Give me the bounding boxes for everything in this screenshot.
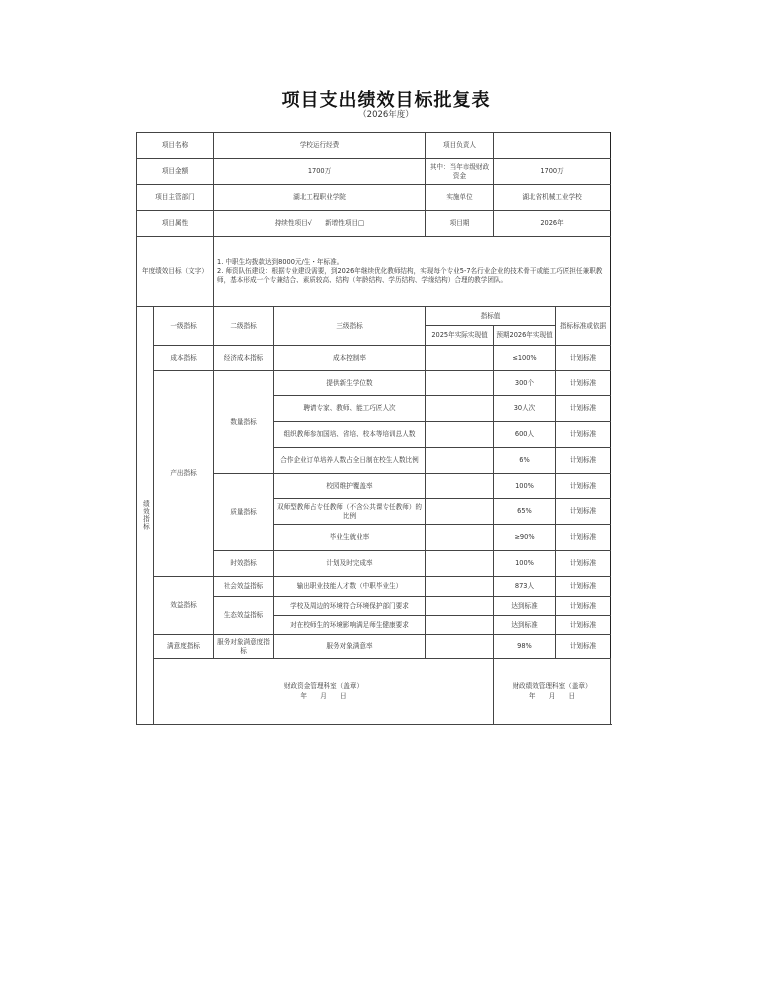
city-funds-value: 1700万 — [494, 159, 611, 185]
indicator-l3: 学校及周边的环境符合环境保护部门要求 — [274, 597, 426, 616]
indicator-l3: 合作企业订单培养人数占全日制在校生人数比例 — [274, 448, 426, 474]
project-leader-value — [494, 133, 611, 159]
project-amount-label: 项目金额 — [137, 159, 214, 185]
indicator-l3: 双师型教师占专任教师（不含公共课专任教师）的比例 — [274, 499, 426, 525]
indicator-l2: 社会效益指标 — [214, 577, 274, 597]
indicator-basis: 计划标准 — [556, 635, 611, 659]
indicator-expected: 98% — [494, 635, 556, 659]
indicator-expected: ≥90% — [494, 525, 556, 551]
indicator-expected: 100% — [494, 551, 556, 577]
project-leader-label: 项目负责人 — [426, 133, 494, 159]
indicator-l3: 聘请专家、教师、能工巧匠人次 — [274, 396, 426, 422]
indicator-expected: 达到标准 — [494, 616, 556, 635]
annual-goal-line: 1. 中职生均拨款达到8000元/生・年标准。 — [217, 258, 344, 267]
indicator-l2: 质量指标 — [214, 474, 274, 551]
project-name-value: 学校运行经费 — [214, 133, 426, 159]
dept-value: 湖北工程职业学院 — [214, 185, 426, 211]
indicator-actual — [426, 499, 494, 525]
indicator-l3: 计划及时完成率 — [274, 551, 426, 577]
indicator-actual — [426, 635, 494, 659]
project-period-value: 2026年 — [494, 211, 611, 237]
indicator-expected: 6% — [494, 448, 556, 474]
indicator-basis: 计划标准 — [556, 577, 611, 597]
impl-unit-value: 湖北省机械工业学校 — [494, 185, 611, 211]
indicator-basis: 计划标准 — [556, 346, 611, 371]
indicator-l2: 数量指标 — [214, 371, 274, 474]
header-expected-2026: 预期2026年实现值 — [494, 326, 556, 346]
indicator-l3: 组织教师参加国培、省培、校本等培训总人数 — [274, 422, 426, 448]
indicator-expected: 65% — [494, 499, 556, 525]
annual-goal-line: 2. 师资队伍建设：根据专业建设需要，到2026年继续优化教师结构，实现每个专业5-7名行业企业的技术骨干或能工巧匠担任兼职教师，基本形成一个专兼结合、素质较高、结构（年龄结构、学历结构、学缘结构）合理的教学团队。 — [217, 267, 603, 284]
indicator-l3: 服务对象满意率 — [274, 635, 426, 659]
indicator-l1: 满意度指标 — [154, 635, 214, 659]
indicator-actual — [426, 577, 494, 597]
indicator-actual — [426, 474, 494, 499]
indicator-basis: 计划标准 — [556, 597, 611, 616]
indicator-basis: 计划标准 — [556, 551, 611, 577]
indicator-l1: 产出指标 — [154, 371, 214, 577]
indicator-l2: 服务对象满意度指标 — [214, 635, 274, 659]
annual-goal-label: 年度绩效目标（文字） — [137, 237, 214, 307]
indicator-actual — [426, 371, 494, 396]
indicator-l1: 成本指标 — [154, 346, 214, 371]
indicator-actual — [426, 396, 494, 422]
indicator-l3: 毕业生就业率 — [274, 525, 426, 551]
indicator-expected: 600人 — [494, 422, 556, 448]
indicator-l2: 时效指标 — [214, 551, 274, 577]
document-title: 项目支出绩效目标批复表 — [281, 90, 491, 111]
project-name-label: 项目名称 — [137, 133, 214, 159]
indicator-actual — [426, 525, 494, 551]
indicator-l1: 效益指标 — [154, 577, 214, 635]
finance-performance-signature — [494, 659, 611, 725]
indicator-actual — [426, 551, 494, 577]
indicator-l3: 输出职业技能人才数（中职毕业生） — [274, 577, 426, 597]
indicator-basis: 计划标准 — [556, 448, 611, 474]
project-period-label: 项目期 — [426, 211, 494, 237]
project-attr-label: 项目属性 — [137, 211, 214, 237]
indicator-basis: 计划标准 — [556, 616, 611, 635]
city-funds-label: 其中：当年市级财政资金 — [426, 159, 494, 185]
indicator-expected: 达到标准 — [494, 597, 556, 616]
indicator-actual — [426, 422, 494, 448]
finance-performance-date: 年 月 日 — [528, 691, 576, 700]
indicators-section-label: 绩效指标 — [137, 307, 154, 725]
indicator-basis: 计划标准 — [556, 422, 611, 448]
indicator-basis: 计划标准 — [556, 525, 611, 551]
indicator-basis: 计划标准 — [556, 371, 611, 396]
header-level2: 二级指标 — [214, 307, 274, 346]
indicator-actual — [426, 346, 494, 371]
finance-performance-stamp-label: 财政绩效管理科室（盖章） — [512, 681, 592, 690]
indicator-l3: 对在校师生的环境影响满足师生健康要求 — [274, 616, 426, 635]
finance-funds-signature — [154, 659, 494, 725]
indicator-actual — [426, 616, 494, 635]
indicator-basis: 计划标准 — [556, 396, 611, 422]
indicator-actual — [426, 597, 494, 616]
annual-goal-text — [214, 237, 611, 307]
indicator-basis: 计划标准 — [556, 499, 611, 525]
indicator-basis: 计划标准 — [556, 474, 611, 499]
header-level1: 一级指标 — [154, 307, 214, 346]
indicator-actual — [426, 448, 494, 474]
indicator-l3: 校园维护覆盖率 — [274, 474, 426, 499]
indicator-expected: 100% — [494, 474, 556, 499]
indicator-expected: ≤100% — [494, 346, 556, 371]
project-amount-value: 1700万 — [214, 159, 426, 185]
indicator-l3: 成本控制率 — [274, 346, 426, 371]
header-actual-2025: 2025年实际实现值 — [426, 326, 494, 346]
finance-funds-date: 年 月 日 — [300, 691, 347, 700]
header-level3: 三级指标 — [274, 307, 426, 346]
indicator-l2: 生态效益指标 — [214, 597, 274, 635]
indicator-expected: 873人 — [494, 577, 556, 597]
indicator-expected: 300个 — [494, 371, 556, 396]
indicator-l3: 提供新生学位数 — [274, 371, 426, 396]
dept-label: 项目主管部门 — [137, 185, 214, 211]
indicator-expected: 30人次 — [494, 396, 556, 422]
performance-target-table — [136, 132, 611, 725]
project-attr-value: 持续性项目√ 新增性项目□ — [214, 211, 426, 237]
header-value-group: 指标值 — [426, 307, 556, 326]
indicator-l2: 经济成本指标 — [214, 346, 274, 371]
document-subtitle: （2026年度） — [358, 110, 414, 120]
finance-funds-stamp-label: 财政资金管理科室（盖章） — [283, 681, 364, 690]
header-basis: 指标标准或依据 — [556, 307, 611, 346]
impl-unit-label: 实施单位 — [426, 185, 494, 211]
